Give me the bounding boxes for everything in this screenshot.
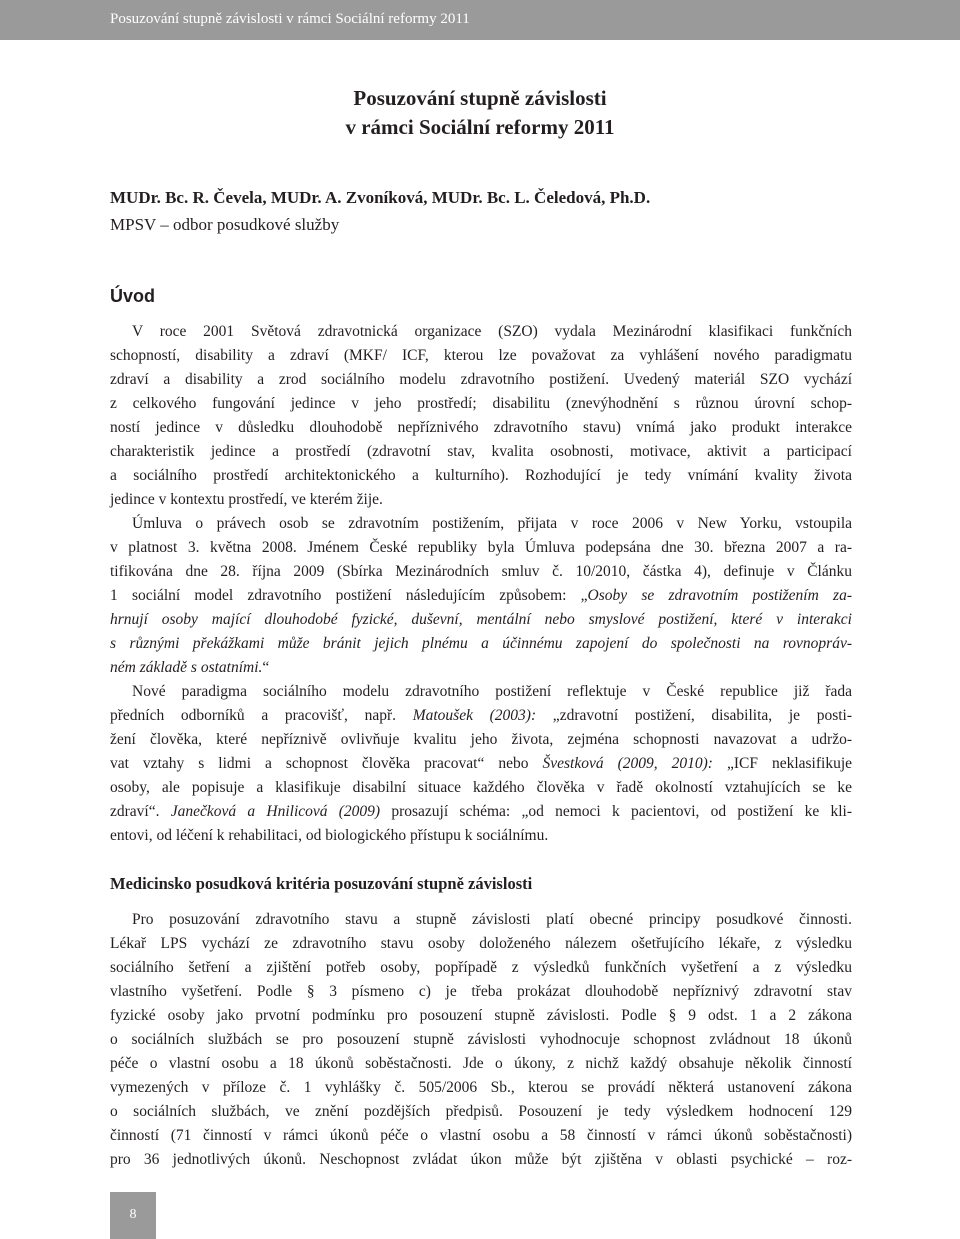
paragraph-line: entovi, od léčení k rehabilitaci, od biologického přístupu k sociálnímu. bbox=[110, 827, 549, 844]
text-run: 1 sociální model zdravotního postižení následujícím způsobem: „ bbox=[110, 587, 588, 604]
paragraph-line: osoby, ale popisuje a klasifikuje disabilní situace každého člověka v řadě okolností vztahujících se ke bbox=[110, 779, 852, 796]
paragraph-line: vlastního vyšetření. Podle § 3 písmeno c) je třeba prokázat dlouhodobě nepříznivý zdravotní stav bbox=[110, 983, 852, 1000]
paragraph-line: jedince v kontextu prostředí, ve kterém žije. bbox=[110, 491, 383, 508]
paragraph-line: tifikována dne 28. října 2009 (Sbírka Mezinárodních smluv č. 10/2010, částka 4), definuje v Článku bbox=[110, 563, 852, 580]
text-run: “ bbox=[262, 659, 270, 676]
paragraph-line bbox=[110, 584, 852, 608]
text-run: předních odborníků a pracovišť, např. bbox=[110, 707, 413, 724]
paragraph-line: činností (71 činností v rámci úkonů péče o vlastní osobu a 58 činností v rámci úkonů soběstačnosti) bbox=[110, 1127, 852, 1144]
citation-italic: Švestková (2009, 2010): bbox=[542, 755, 713, 772]
paragraph-line: o sociálních službách se pro posouzení stupně závislosti vyhodnocuje schopnost zvládnout 18 úkonů bbox=[110, 1031, 852, 1048]
paragraph-line: v platnost 3. května 2008. Jménem České republiky byla Úmluva podepsána dne 30. března 2007 a ra- bbox=[110, 539, 852, 556]
paragraph-line: fyzické osoby jako prvotní podmínku pro posouzení stupně závislosti. Podle § 9 odst. 1 a 2 zákona bbox=[110, 1007, 852, 1024]
title-line-2: v rámci Sociální reformy 2011 bbox=[345, 115, 615, 139]
quote-italic: s různými překážkami může bránit jejich plnému a účinnému zapojení do společnosti na rovnopráv- bbox=[110, 635, 852, 652]
paragraph-line: péče o vlastní osobu a 18 úkonů soběstačnosti. Jde o úkony, z nichž každý obsahuje několik činností bbox=[110, 1055, 852, 1072]
text-run: zdraví“. bbox=[110, 803, 171, 820]
quote-italic: hrnují osoby mající dlouhodobé fyzické, duševní, mentální nebo smyslové postižení, které v interakci bbox=[110, 611, 852, 628]
page-number: 8 bbox=[129, 1207, 137, 1222]
text-run: „ICF neklasifikuje bbox=[712, 755, 853, 772]
author-names: MUDr. Bc. R. Čevela, MUDr. A. Zvoníková, MUDr. Bc. L. Čeledová, Ph.D. bbox=[110, 188, 651, 207]
author-affiliation: MPSV – odbor posudkové služby bbox=[110, 215, 340, 234]
paragraph-line: sociálního šetření a zjištění potřeb osoby, popřípadě z výsledků funkčních vyšetření a z výsledku bbox=[110, 959, 852, 976]
paragraph-line: ností jedince v důsledku dlouhodobě nepříznivého zdravotního stavu) vnímá jako produkt interakce bbox=[110, 419, 852, 436]
paragraph-line: a sociálního prostředí architektonického a kulturního). Rozhodující je tedy vnímání kvality života bbox=[110, 467, 852, 484]
paragraph-line bbox=[110, 752, 852, 776]
paragraph-line: zdraví a disability a zrod sociálního modelu zdravotního postižení. Uvedený materiál SZO vychází bbox=[110, 371, 852, 388]
paragraph-line bbox=[110, 656, 852, 680]
text-run: „zdravotní postižení, disabilita, je posti- bbox=[536, 707, 852, 724]
section-heading-criteria: Medicinsko posudková kritéria posuzování stupně závislosti bbox=[110, 874, 533, 893]
text-run: vat vztahy s lidmi a schopnost člověka pracovat“ nebo bbox=[110, 755, 543, 772]
paragraph-line: Pro posuzování zdravotního stavu a stupně závislosti platí obecné principy posudkové činnosti. bbox=[132, 911, 852, 928]
paragraph-line: z celkového fungování jedince v jeho prostředí; disabilitu (znevýhodnění s různou úrovní schop- bbox=[110, 395, 852, 412]
citation-italic: Matoušek (2003): bbox=[412, 707, 537, 724]
paragraph-line: pro 36 jednotlivých úkonů. Neschopnost zvládat úkon může být zjištěna v oblasti psychické – roz- bbox=[110, 1151, 852, 1168]
paragraph-line: Lékař LPS vychází ze zdravotního stavu osoby doloženého nálezem ošetřujícího lékaře, z výsledku bbox=[110, 935, 852, 952]
paragraph-line: V roce 2001 Světová zdravotnická organizace (SZO) vydala Mezinárodní klasifikaci funkčních bbox=[132, 323, 852, 340]
paragraph-line: žení člověka, které nepříznivě ovlivňuje kvalitu jeho života, zejména schopnosti navazovat a udržo- bbox=[110, 731, 852, 748]
section-heading-intro: Úvod bbox=[110, 286, 155, 306]
title-line-1: Posuzování stupně závislosti bbox=[353, 86, 607, 110]
running-header: Posuzování stupně závislosti v rámci Sociální reformy 2011 bbox=[110, 11, 470, 27]
paragraph-line bbox=[110, 632, 852, 656]
quote-italic: ném základě s ostatními. bbox=[110, 659, 263, 676]
paragraph-line: schopností, disability a zdraví (MKF/ ICF, kterou lze považovat za vyhlášení nového paradigmatu bbox=[110, 347, 852, 364]
page-number-tab bbox=[110, 1192, 156, 1239]
author-block bbox=[110, 184, 650, 238]
paragraph-line bbox=[110, 608, 852, 632]
paragraph-line: charakteristik jedince a prostředí (zdravotní stav, kvalita osobnosti, motivace, aktivit a participací bbox=[110, 443, 852, 460]
quote-italic: Osoby se zdravotním postižením za- bbox=[587, 587, 852, 604]
paragraph-line bbox=[110, 800, 852, 824]
criteria-body bbox=[110, 908, 852, 1172]
text-run: prosazují schéma: „od nemoci k pacientovi, od postižení ke kli- bbox=[380, 803, 853, 820]
intro-body bbox=[110, 320, 852, 848]
paragraph-line: Nové paradigma sociálního modelu zdravotního postižení reflektuje v České republice již řada bbox=[132, 683, 852, 700]
running-header-bar bbox=[0, 0, 960, 40]
paragraph-line: Úmluva o právech osob se zdravotním postižením, přijata v roce 2006 v New Yorku, vstoupila bbox=[132, 515, 852, 532]
article-title bbox=[0, 84, 960, 142]
paragraph-line: o sociálních službách, ve znění pozdějších předpisů. Posouzení je tedy výsledkem hodnocení 129 bbox=[110, 1103, 852, 1120]
paragraph-line bbox=[110, 704, 852, 728]
paragraph-line: vymezených v příloze č. 1 vyhlášky č. 505/2006 Sb., kterou se provádí některá ustanovení zákona bbox=[110, 1079, 852, 1096]
citation-italic: Janečková a Hnilicová (2009) bbox=[170, 803, 381, 820]
